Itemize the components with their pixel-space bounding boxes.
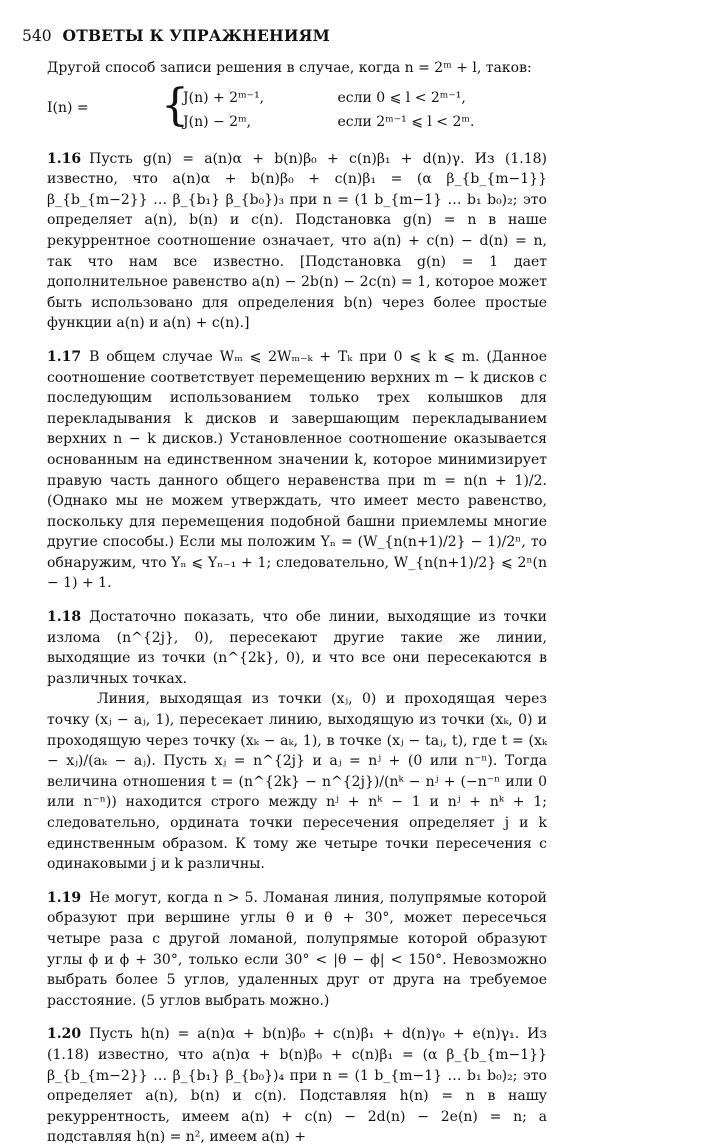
answer-1-16 [47, 149, 547, 334]
answer-paragraph [47, 1024, 547, 1148]
equation-case-2 [183, 114, 474, 130]
answer-paragraph-continued: Линия, выходящая из точки (xⱼ, 0) и проходящая через точку (xⱼ − aⱼ, 1), пересекает линию, выходящую из точки (xₖ, 0) и проходящую через точку (xₖ − aₖ, 1), в точке (xⱼ − taⱼ, t), где t = (xₖ − xⱼ)/(aₖ − aⱼ). Пусть xⱼ = n^{2j} и aⱼ = nʲ + (0 или n⁻ⁿ). Тогда величина отношения t = (n^{2k} − n^{2j})/(nᵏ − nʲ + (−n⁻ⁿ или 0 или n⁻ⁿ)) находится строго между nʲ + nᵏ − 1 и nʲ + nᵏ + 1; следовательно, ордината точки пересечения определяет j и k единственным образом. К тому же четыре точки пересечения с одинаковыми j и k различны. [47, 691, 547, 873]
answer-paragraph [47, 607, 547, 689]
page-body [47, 58, 547, 1148]
answer-paragraph [47, 149, 547, 334]
page-number: 540 [22, 27, 52, 45]
equation-case-1 [183, 90, 466, 106]
case-1-expression: J(n) + 2ᵐ⁻¹, [183, 89, 265, 106]
answer-text: Достаточно показать, что обе линии, выходящие из точки излома (n^{2j}, 0), пересекают другие такие же линии, выходящие из точки (n^{2k}, 0), и что все они пересекаются в различных точках. [47, 609, 547, 687]
exercise-number: 1.17 [47, 348, 82, 365]
chapter-title: ОТВЕТЫ К УПРАЖНЕНИЯМ [62, 26, 330, 45]
answer-text: Не могут, когда n > 5. Ломаная линия, полупрямые которой образуют при вершине углы θ и θ + 30°, может пересечься четыре раза с другой ломаной, полупрямые которой образуют углы ϕ и ϕ + 30°, только если 30° < |θ − ϕ| < 150°. Невозможно выбрать более 5 углов, удаленных друг от друга на требуемое расстояние. (5 углов выбрать можно.) [47, 889, 547, 1009]
case-2-expression: J(n) − 2ᵐ, [183, 113, 252, 130]
case-1-condition: если 0 ⩽ l < 2ᵐ⁻¹, [337, 89, 466, 106]
answer-1-17 [47, 347, 547, 594]
answer-text: В общем случае Wₘ ⩽ 2Wₘ₋ₖ + Tₖ при 0 ⩽ k ⩽ m. (Данное соотношение соответствует перемещению верхних m − k дисков с последующим использованием только трех колышков для перекладывания k дисков и завершающим перекладыванием верхних n − k дисков.) Установленное соотношение оказывается основанным на единственном значении k, которое минимизирует правую часть данного общего неравенства при m = n(n + 1)/2. (Однако мы не можем утверждать, что имеет место равенство, поскольку для перемещения подобной башни приемлемы многие другие способы.) Если мы положим Yₙ = (W_{n(n+1)/2} − 1)/2ⁿ, то обнаружим, что Yₙ ⩽ Yₙ₋₁ + 1; следовательно, W_{n(n+1)/2} ⩽ 2ⁿ(n − 1) + 1. [47, 348, 547, 592]
equation-lhs: I(n) = [47, 99, 89, 116]
exercise-number: 1.16 [47, 150, 82, 167]
intro-paragraph: Другой способ записи решения в случае, когда n = 2ᵐ + l, таков: [47, 60, 532, 76]
exercise-number: 1.18 [47, 609, 82, 626]
answer-1-19 [47, 888, 547, 1012]
exercise-number: 1.19 [47, 889, 82, 906]
exercise-number: 1.20 [47, 1026, 82, 1043]
running-header [22, 26, 330, 45]
case-2-condition: если 2ᵐ⁻¹ ⩽ l < 2ᵐ. [337, 113, 475, 130]
answer-text: Пусть h(n) = a(n)α + b(n)β₀ + c(n)β₁ + d(n)γ₀ + e(n)γ₁. Из (1.18) известно, что a(n)α + b(n)β₀ + c(n)β₁ = (α β_{b_{m−1}} β_{b_{m−2}} … β_{b₁} β_{b₀})₄ при n = (1 b_{m−1} … b₁ b₀)₂; это определяет a(n), b(n) и c(n). Подставляя h(n) = n в нашу рекуррентность, имеем a(n) + c(n) − 2d(n) − 2e(n) = n; а подставляя h(n) = n², имеем a(n) + [47, 1026, 547, 1146]
piecewise-equation [47, 79, 547, 136]
answer-1-20 [47, 1024, 547, 1148]
answer-paragraph [47, 347, 547, 594]
answer-1-18 [47, 607, 547, 875]
left-brace: { [161, 79, 189, 131]
answer-paragraph [47, 888, 547, 1012]
answer-text: Пусть g(n) = a(n)α + b(n)β₀ + c(n)β₁ + d(n)γ. Из (1.18) известно, что a(n)α + b(n)β₀ + c(n)β₁ = (α β_{b_{m−1}} β_{b_{m−2}} … β_{b₁} β_{b₀})₃ при n = (1 b_{m−1} … b₁ b₀)₂; это определяет a(n), b(n) и c(n). Подстановка g(n) = n в наше рекуррентное соотношение означает, что a(n) + c(n) − d(n) = n, так что нам все известно. [Подстановка g(n) = 1 дает дополнительное равенство a(n) − 2b(n) − 2c(n) = 1, которое может быть использовано для определения b(n) через более простые функции a(n) и a(n) + c(n).] [47, 150, 547, 332]
